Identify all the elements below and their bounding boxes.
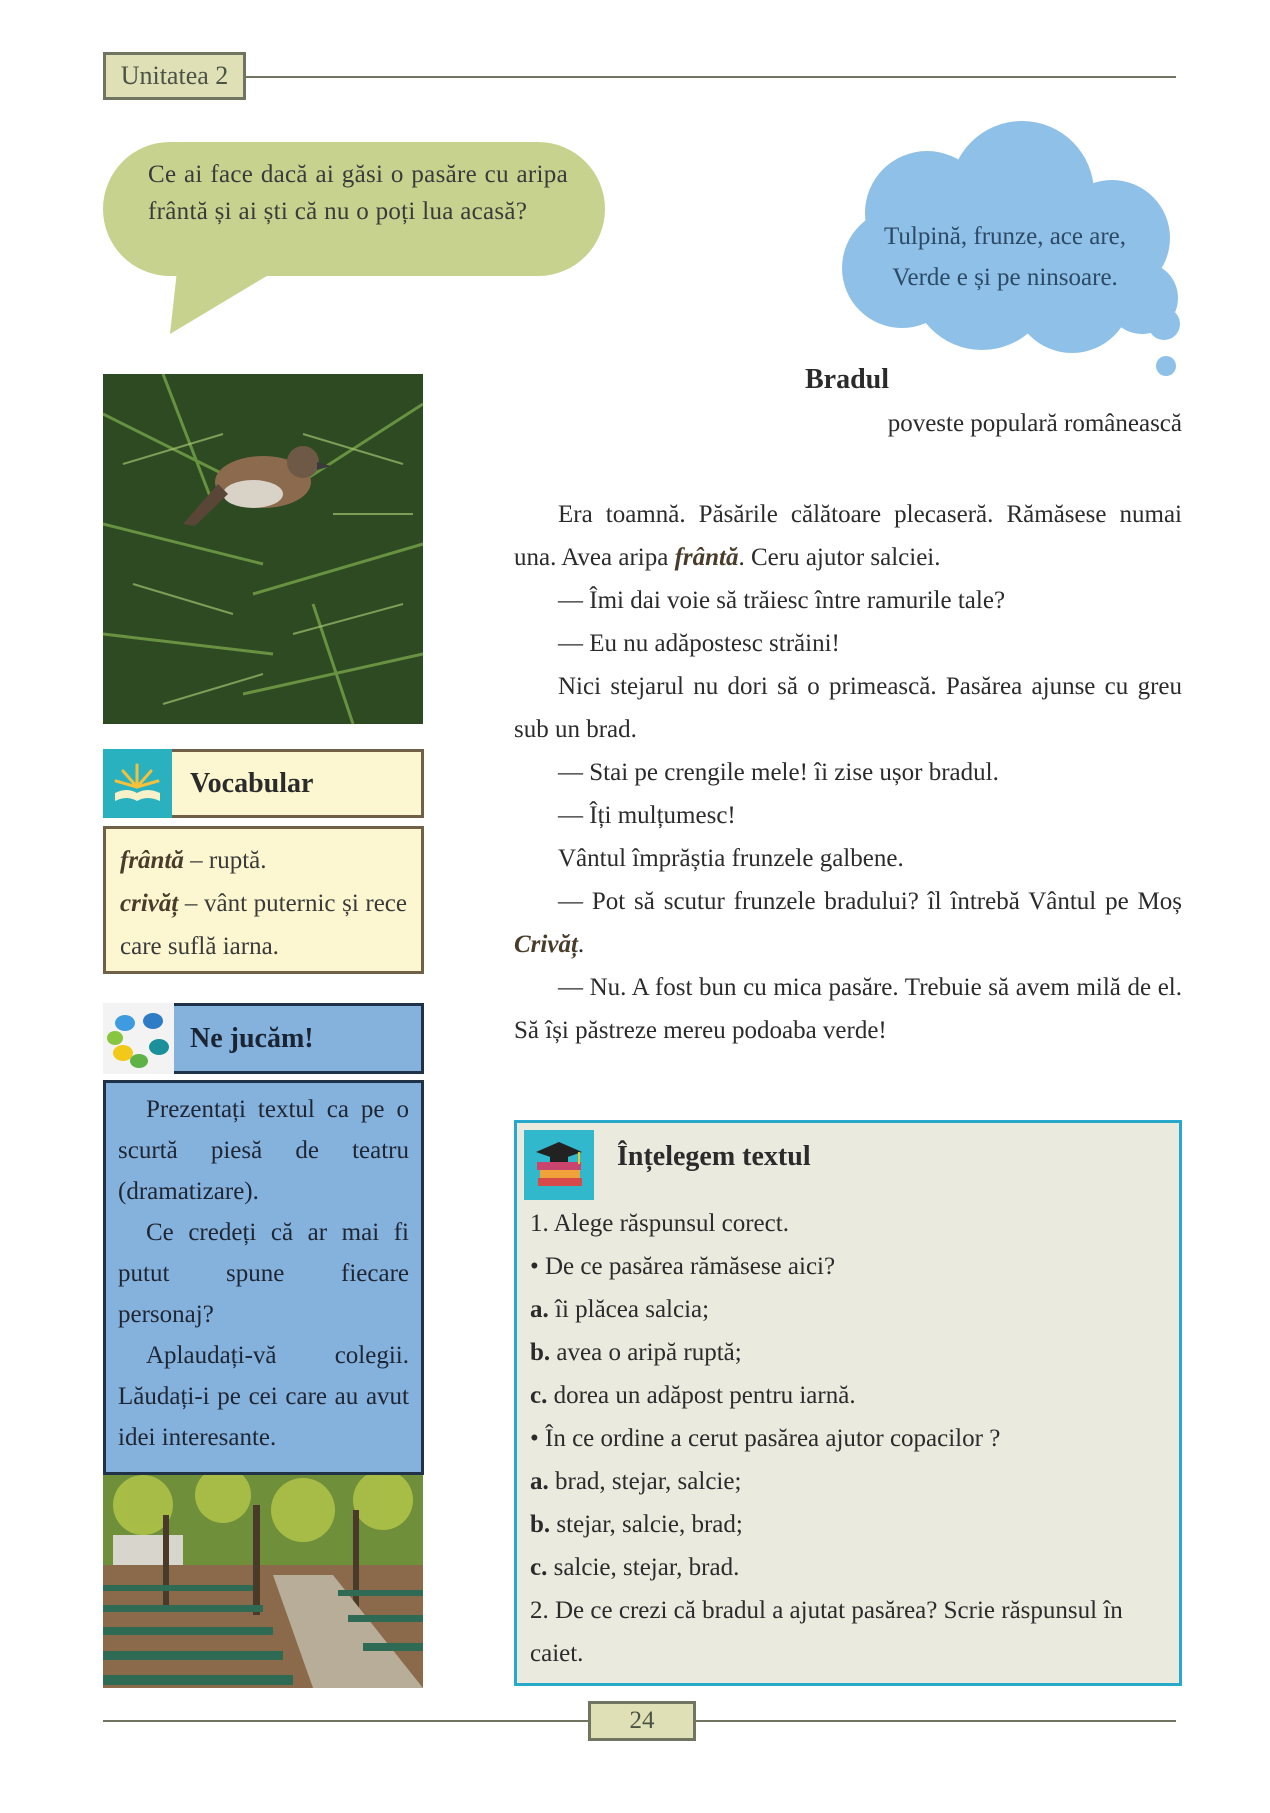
option-letter: a. [530, 1468, 549, 1495]
sub-question: • În ce ordine a cerut pasărea ajutor copacilor ? [530, 1425, 1001, 1452]
option-text: salcie, stejar, brad. [547, 1554, 740, 1581]
story-dialogue: — Eu nu adăpostesc străini! [558, 630, 840, 657]
story-dialogue [514, 880, 1182, 966]
option-letter: a. [530, 1296, 549, 1323]
story-dialogue: — Îți mulțumesc! [558, 802, 736, 829]
option-letter: b. [530, 1339, 551, 1366]
vocabulary-definition: – ruptă. [183, 847, 267, 874]
vocabulary-entry [120, 839, 407, 882]
open-book-icon [103, 749, 172, 818]
story-paragraph: Vântul împrăștia frunzele galbene. [558, 845, 904, 872]
vocabulary-definition: – vânt puternic și rece care suflă iarna. [120, 890, 407, 960]
game-icon-box [103, 1003, 174, 1074]
speech-bubble-text: Ce ai face dacă ai găsi o pasăre cu aripa frântă și ai ști că nu o poți lua acasă? [148, 161, 568, 225]
option-text: îi plăcea salcia; [548, 1296, 710, 1323]
option-letter: c. [530, 1382, 548, 1409]
option-text: stejar, salcie, brad; [550, 1511, 743, 1538]
park-benches-photo [103, 1475, 423, 1688]
answer-option [530, 1288, 1170, 1331]
vocabulary-word: crivăț [120, 890, 179, 917]
option-text: brad, stejar, salcie; [548, 1468, 742, 1495]
books-graduation-cap-icon [524, 1130, 594, 1200]
answer-option [530, 1460, 1170, 1503]
vocabulary-icon-box [103, 749, 172, 818]
answer-option [530, 1503, 1170, 1546]
game-instruction: Aplaudați-vă colegii. Lăudați-i pe cei care au avut idei interesante. [118, 1342, 409, 1451]
sub-question: • De ce pasărea rămăsese aici? [530, 1253, 836, 1280]
option-text: dorea un adăpost pentru iarnă. [547, 1382, 856, 1409]
answer-option [530, 1374, 1170, 1417]
story-dialogue: — Stai pe crengile mele! îi zise ușor bradul. [558, 759, 999, 786]
story-text-run: . Ceru ajutor salciei. [738, 544, 941, 571]
question: 2. De ce crezi că bradul a ajutat pasărea? Scrie răspunsul în caiet. [530, 1597, 1123, 1667]
game-title: Ne jucăm! [174, 1003, 424, 1074]
answer-option [530, 1546, 1170, 1589]
option-text: avea o aripă ruptă; [550, 1339, 742, 1366]
comprehension-questions [530, 1202, 1170, 1675]
vocabulary-title: Vocabular [172, 749, 424, 818]
comprehension-title: Înțelegem textul [617, 1141, 811, 1172]
riddle-line-1: Tulpină, frunze, ace are, [883, 223, 1127, 250]
question: 1. Alege răspunsul corect. [530, 1210, 789, 1237]
game-instruction: Prezentați textul ca pe o scurtă piesă de teatru (dramatizare). [118, 1096, 409, 1205]
riddle-text [850, 216, 1160, 298]
header-rule [246, 76, 1176, 78]
unit-label: Unitatea 2 [103, 52, 246, 100]
story-text-run: . [577, 931, 585, 958]
vocabulary-entry [120, 882, 407, 968]
story-subtitle: poveste populară românească [887, 410, 1182, 437]
story-text-run: Era toamnă. Păsările călătoare plecaseră. Rămăsese numai una. Avea aripa [514, 501, 1182, 571]
game-body [103, 1080, 424, 1475]
story-text [514, 493, 1182, 1052]
story-text-run: — Pot să scutur frunzele bradului? îl întrebă Vântul pe Moș [558, 888, 1182, 915]
story-dialogue: — Nu. A fost bun cu mica pasăre. Trebuie să avem milă de el. Să își păstreze mereu podoaba verde! [514, 974, 1182, 1044]
story-dialogue: — Îmi dai voie să trăiesc între ramurile tale? [558, 587, 1006, 614]
story-keyword: Crivăț [514, 931, 578, 958]
story-title: Bradul [804, 364, 890, 395]
speech-bubble-tail [170, 262, 290, 334]
option-letter: c. [530, 1554, 548, 1581]
story-keyword: frântă [674, 544, 739, 571]
page-number: 24 [588, 1701, 696, 1741]
story-paragraph [514, 493, 1182, 579]
sparrow-on-fir-photo [103, 374, 423, 724]
riddle-line-2: Verde e și pe ninsoare. [892, 264, 1118, 291]
answer-option [530, 1331, 1170, 1374]
story-paragraph: Nici stejarul nu dori să o primească. Pasărea ajunse cu greu sub un brad. [514, 673, 1182, 743]
comprehension-icon-box [524, 1130, 594, 1200]
option-letter: b. [530, 1511, 551, 1538]
colored-hands-icon [103, 1003, 174, 1074]
vocabulary-body [103, 826, 424, 974]
game-instruction: Ce credeți că ar mai fi putut spune fiecare personaj? [118, 1219, 409, 1328]
vocabulary-word: frântă [120, 847, 184, 874]
